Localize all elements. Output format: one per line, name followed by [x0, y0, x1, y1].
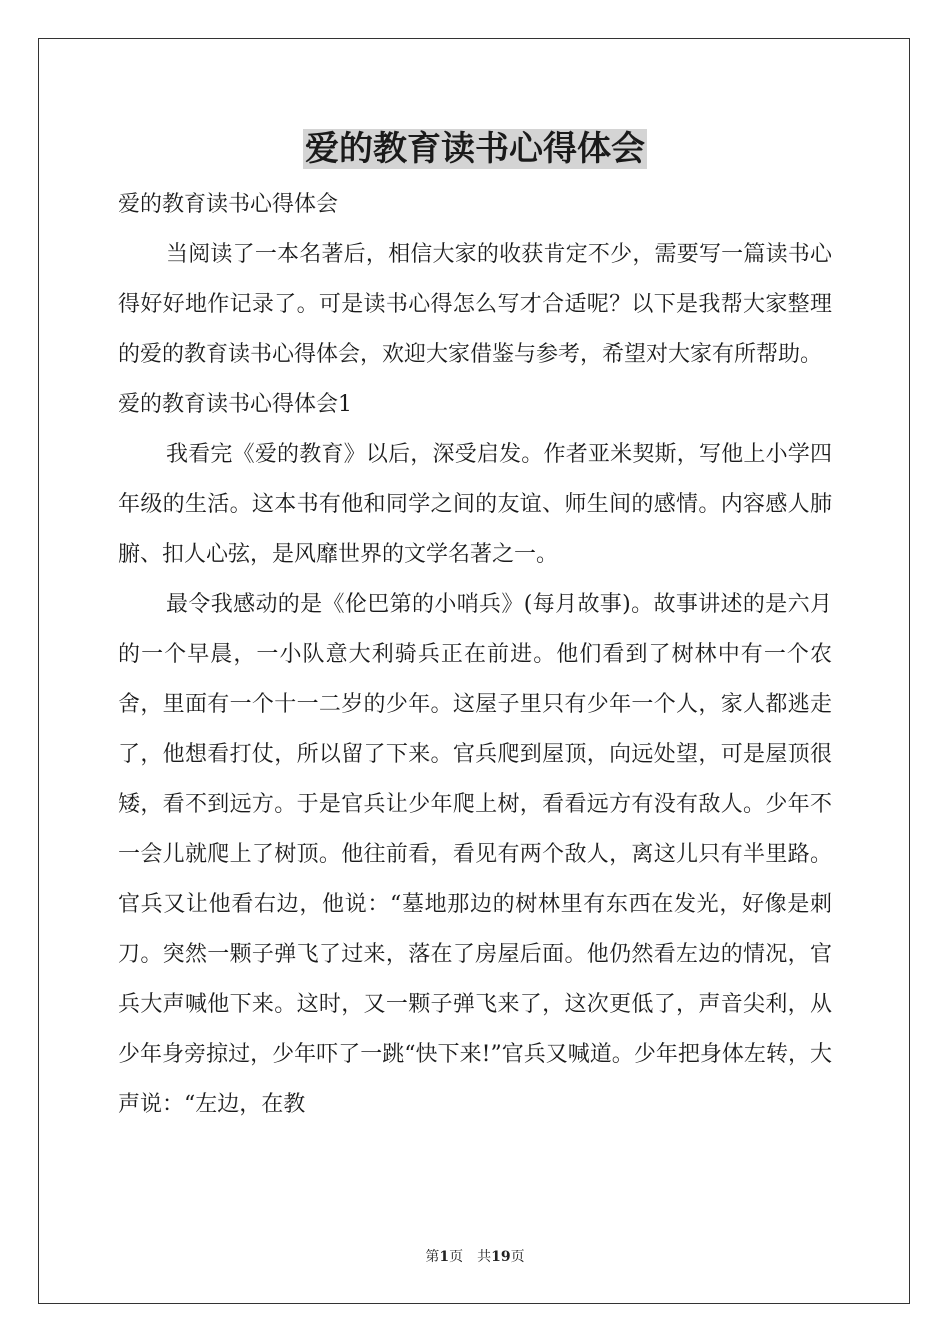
total-pages-suffix: 页 — [510, 1249, 525, 1265]
subtitle-line: 爱的教育读书心得体会 — [118, 192, 339, 217]
page-number-suffix: 页 — [449, 1249, 464, 1265]
current-page-number: 1 — [439, 1249, 450, 1265]
section-heading: 爱的教育读书心得体会1 — [118, 392, 352, 417]
body-paragraph: 最令我感动的是《伦巴第的小哨兵》(每月故事)。故事讲述的是六月的一个早晨，一小队意大利骑兵正在前进。他们看到了树林中有一个农舍，里面有一个十一二岁的少年。这屋子里只有少年一个人，家人都逃走了，他想看打仗，所以留了下来。官兵爬到屋顶，向远处望，可是屋顶很矮，看不到远方。于是官兵让少年爬上树，看看远方有没有敌人。少年不一会儿就爬上了树顶。他往前看，看见有两个敌人，离这儿只有半里路。官兵又让他看右边，他说：“墓地那边的树林里有东西在发光，好像是刺刀。突然一颗子弹飞了过来，落在了房屋后面。他仍然看左边的情况，官兵大声喊他下来。这时，又一颗子弹飞来了，这次更低了，声音尖利，从少年身旁掠过，少年吓了一跳“快下来!”官兵又喊道。少年把身体左转，大声说：“左边，在教 — [118, 592, 832, 1117]
total-pages-prefix: 共 — [477, 1249, 492, 1265]
page-number-prefix: 第 — [425, 1249, 440, 1265]
document-title-text: 爱的教育读书心得体会 — [305, 129, 645, 169]
intro-paragraph: 当阅读了一本名著后，相信大家的收获肯定不少，需要写一篇读书心得好好地作记录了。可是读书心得怎么写才合适呢？以下是我帮大家整理的爱的教育读书心得体会，欢迎大家借鉴与参考，希望对大家有所帮助。 — [118, 242, 832, 367]
document-body — [118, 180, 832, 1130]
total-pages-number: 19 — [491, 1249, 511, 1265]
page-footer — [0, 1248, 950, 1266]
document-title — [0, 123, 950, 175]
body-paragraph: 我看完《爱的教育》以后，深受启发。作者亚米契斯，写他上小学四年级的生活。这本书有他和同学之间的友谊、师生间的感情。内容感人肺腑、扣人心弦，是风靡世界的文学名著之一。 — [118, 442, 832, 567]
